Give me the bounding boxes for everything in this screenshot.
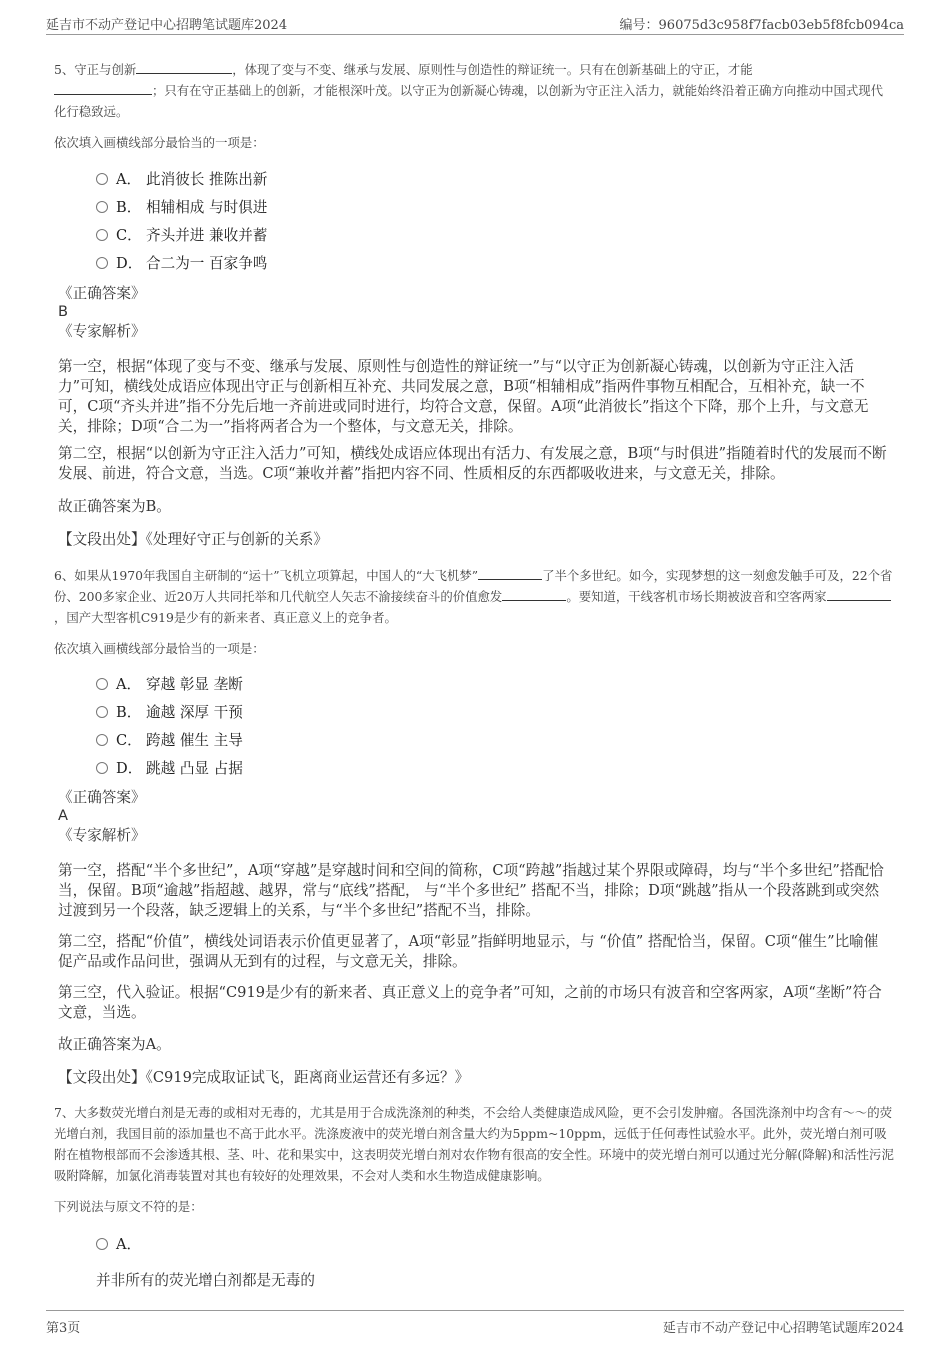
q5-prompt: 依次填入画横线部分最恰当的一项是： — [54, 135, 265, 150]
q6-option-a[interactable]: A． 穿越 彰显 垄断 — [96, 673, 243, 695]
header-title: 延吉市不动产登记中心招聘笔试题库2024 — [46, 18, 288, 33]
q5-blank-1 — [136, 59, 232, 74]
radio-icon[interactable] — [96, 1238, 108, 1250]
q6-blank-3 — [827, 586, 891, 601]
q5-text-b: ，体现了变与不变、继承与发展、原则性与创造性的辩证统一。只有在创新基础上的守正，才能 — [232, 62, 753, 77]
radio-icon[interactable] — [96, 229, 108, 241]
q6-answer-label: 《正确答案》 — [58, 789, 146, 806]
q5-answer: B — [58, 303, 69, 320]
q5-source: 【文段出处】《处理好守正与创新的关系》 — [58, 531, 328, 548]
q7-option-a[interactable]: A． — [96, 1233, 146, 1255]
radio-icon[interactable] — [96, 762, 108, 774]
q6-option-c[interactable]: C． 跨越 催生 主导 — [96, 729, 243, 751]
q5-analysis-para-1: 第一空，根据“体现了变与不变、继承与发展、原则性与创造性的辩证统一”与“以守正为创新凝心铸魂，以创新为守正注入活力”可知，横线处成语应体现出守正与创新相互补充、共同发展之意，B项“相辅相成”指两件事物互相配合，互相补充，缺一不可，C项“齐头并进”指不分先后地一齐前进或同时进行，均符合文意，保留。A项“此消彼长”指这个下降，那个上升，与文意无关，排除；D项“合二为一”指将两者合为一个整体，与文意无关，排除。 — [58, 358, 869, 435]
q5-analysis-label: 《专家解析》 — [58, 323, 146, 340]
q5-blank-2 — [54, 80, 152, 95]
q6-conclusion: 故正确答案为A。 — [58, 1036, 171, 1053]
radio-icon[interactable] — [96, 173, 108, 185]
header-serial: 编号：96075d3c958f7facb03eb5f8fcb094ca — [619, 18, 904, 33]
q6-option-b[interactable]: B． 逾越 深厚 干预 — [96, 701, 243, 723]
q6-analysis-para-3: 第三空，代入验证。根据“C919是少有的新来者、真正意义上的竞争者”可知，之前的市场只有波音和空客两家，A项“垄断”符合文意，当选。 — [58, 984, 882, 1021]
page-header — [46, 10, 904, 35]
radio-icon[interactable] — [96, 201, 108, 213]
q5-text-c: ；只有在守正基础上的创新，才能根深叶茂。以守正为创新凝心铸魂，以创新为守正注入活力，就能始终沿着正确方向推动中国式现代化行稳致远。 — [54, 83, 884, 119]
q6-analysis-para-1: 第一空，搭配“半个多世纪”，A项“穿越”是穿越时间和空间的简称，C项“跨越”指越过某个界限或障碍，均与“半个多世纪”搭配恰当，保留。B项“逾越”指超越、越界，常与“底线”搭配， 与“半个多世纪” 搭配不当，排除；D项“跳越”指从一个段落跳到或突然过渡到另一个段落，缺乏逻辑上的关系，与“半个多世纪”搭配不当，排除。 — [58, 862, 884, 919]
radio-icon[interactable] — [96, 678, 108, 690]
q5-option-a[interactable]: A． 此消彼长 推陈出新 — [96, 168, 267, 190]
q5-option-c[interactable]: C． 齐头并进 兼收并蓄 — [96, 224, 267, 246]
q6-option-d[interactable]: D． 跳越 凸显 占据 — [96, 757, 243, 779]
page-footer — [46, 1310, 904, 1337]
footer-title: 延吉市不动产登记中心招聘笔试题库2024 — [662, 1321, 904, 1336]
q5-answer-label: 《正确答案》 — [58, 285, 146, 302]
question-7-stem: 7、大多数荧光增白剂是无毒的或相对无毒的，尤其是用于合成洗涤剂的种类，不会给人类健康造成风险，更不会引发肿瘤。各国洗涤剂中均含有～～的荧光增白剂，我国目前的添加量也不高于此水平。洗涤废液中的荧光增白剂含量大约为5ppm~10ppm，远低于任何毒性试验水平。此外，荧光增白剂可吸附在植物根部而不会渗透其根、茎、叶、花和果实中，这表明荧光增白剂对农作物有很高的安全性。环境中的荧光增白剂可以通过光分解(降解)和活性污泥吸附降解，加氯化消毒装置对其也有较好的处理效果，不会对人类和水生物造成健康影响。 — [54, 1105, 894, 1183]
q7-option-a-text: 并非所有的荧光增白剂都是无毒的 — [96, 1272, 315, 1289]
q5-conclusion: 故正确答案为B。 — [58, 498, 171, 515]
q6-analysis-para-2: 第二空，搭配“价值”，横线处词语表示价值更显著了，A项“彰显”指鲜明地显示，与 “价值” 搭配恰当，保留。C项“催生”比喻催促产品或作品问世，强调从无到有的过程，与文意无关，排除。 — [58, 933, 879, 970]
question-5-stem — [54, 59, 894, 122]
q6-blank-2 — [502, 586, 566, 601]
q5-option-b[interactable]: B． 相辅相成 与时俱进 — [96, 196, 267, 218]
radio-icon[interactable] — [96, 706, 108, 718]
q5-option-d[interactable]: D． 合二为一 百家争鸣 — [96, 252, 267, 274]
question-6-stem: 6、如果从1970年我国自主研制的“运十”飞机立项算起，中国人的“大飞机梦” 了半个多世纪。如今，实现梦想的这一刻愈发触手可及，22个省份、200多家企业、近20万人共同托举和几代航空人矢志不渝接续奋斗的价值愈发 。要知道，干线客机市场长期被波音和空客两家，国产大型客机C919是少有的新来者、真正意义上的竞争者。 — [54, 565, 894, 628]
q6-source: 【文段出处】《C919完成取证试飞，距离商业运营还有多远？》 — [58, 1069, 470, 1086]
q6-blank-1 — [478, 565, 542, 580]
q7-prompt: 下列说法与原文不符的是： — [54, 1199, 203, 1214]
q6-answer: A — [58, 807, 68, 824]
q6-prompt: 依次填入画横线部分最恰当的一项是： — [54, 641, 265, 656]
q5-text-a: 5、守正与创新 — [54, 62, 137, 77]
radio-icon[interactable] — [96, 734, 108, 746]
q6-analysis-label: 《专家解析》 — [58, 827, 146, 844]
radio-icon[interactable] — [96, 257, 108, 269]
page-number: 第3页 — [46, 1321, 81, 1336]
q5-analysis-para-2: 第二空，根据“以创新为守正注入活力”可知，横线处成语应体现出有活力、有发展之意，B项“与时俱进”指随着时代的发展而不断发展、前进，符合文意，当选。C项“兼收并蓄”指把内容不同、性质相反的东西都吸收进来，与文意无关，排除。 — [58, 445, 887, 482]
